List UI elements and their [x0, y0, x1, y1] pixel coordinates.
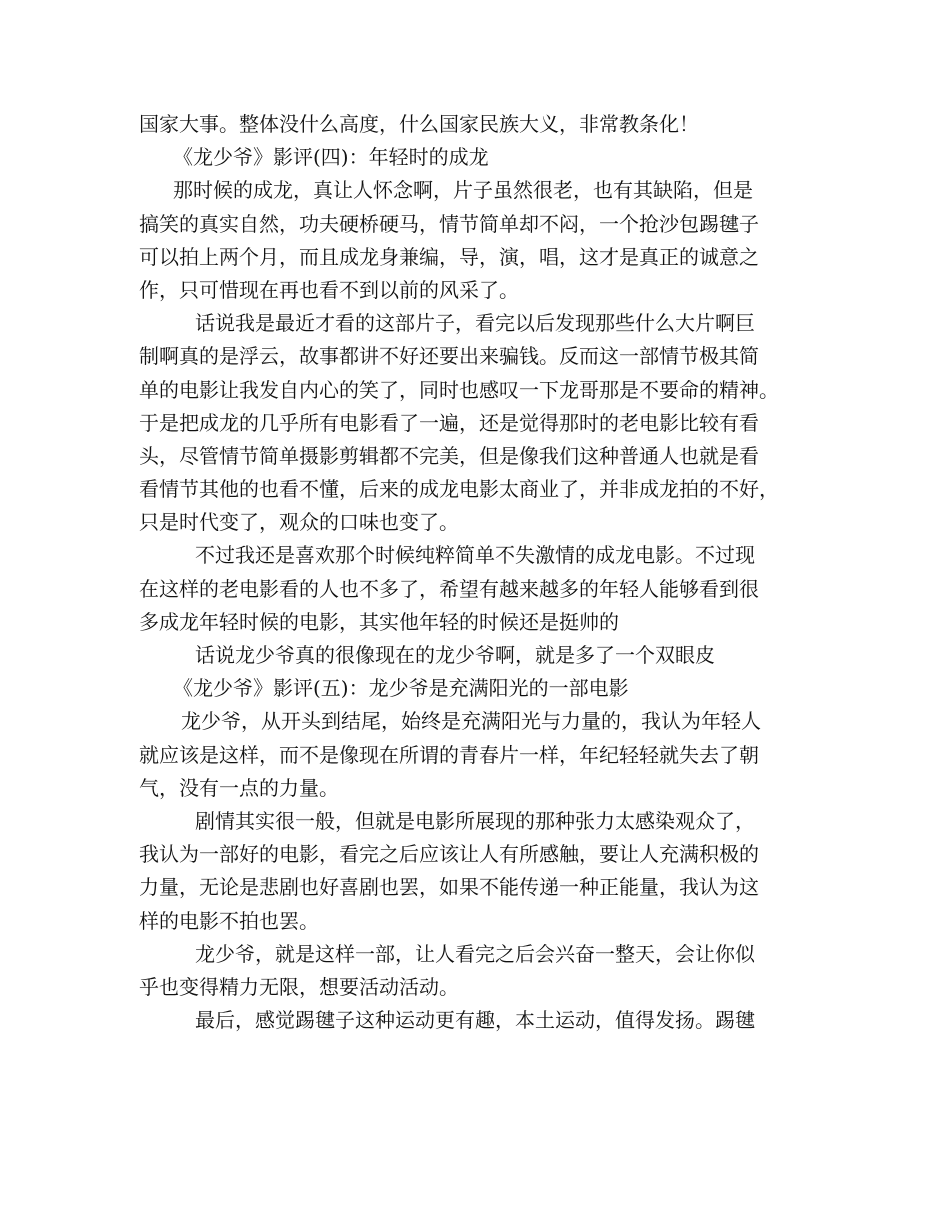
text-line: 看情节其他的也看不懂，后来的成龙电影太商业了，并非成龙拍的不好，	[139, 477, 779, 502]
text-line: 乎也变得精力无限，想要活动活动。	[139, 974, 459, 999]
text-line: 龙少爷，从开头到结尾，始终是充满阳光与力量的，我认为年轻人	[181, 709, 761, 734]
text-line: 力量，无论是悲剧也好喜剧也罢，如果不能传递一种正能量，我认为这	[139, 875, 759, 900]
text-line: 在这样的老电影看的人也不多了，希望有越来越多的年轻人能够看到很	[139, 576, 759, 601]
text-line: 龙少爷，就是这样一部，让人看完之后会兴奋一整天，会让你似	[195, 941, 755, 966]
text-line: 只是时代变了，观众的口味也变了。	[139, 510, 459, 535]
text-line: 多成龙年轻时候的电影，其实他年轻的时候还是挺帅的	[139, 609, 619, 634]
text-line: 作，只可惜现在再也看不到以前的风采了。	[139, 277, 519, 302]
text-line: 头，尽管情节简单摄影剪辑都不完美，但是像我们这种普通人也就是看	[139, 443, 759, 468]
text-line: 就应该是这样，而不是像现在所谓的青春片一样，年纪轻轻就失去了朝	[139, 742, 759, 767]
text-line: 国家大事。整体没什么高度，什么国家民族大义，非常教条化！	[139, 112, 699, 136]
text-line: 话说我是最近才看的这部片子，看完以后发现那些什么大片啊巨	[195, 311, 755, 336]
text-line: 可以拍上两个月，而且成龙身兼编，导，演，唱，这才是真正的诚意之	[139, 244, 759, 269]
review-heading-4: 《龙少爷》影评(四)：年轻时的成龙	[173, 145, 489, 170]
text-line: 剧情其实很一般，但就是电影所展现的那种张力太感染观众了，	[195, 808, 755, 833]
text-line: 搞笑的真实自然，功夫硬桥硬马，情节简单却不闷，一个抢沙包踢毽子	[139, 211, 759, 236]
text-line: 制啊真的是浮云，故事都讲不好还要出来骗钱。反而这一部情节极其简	[139, 344, 759, 369]
text-line: 最后，感觉踢毽子这种运动更有趣，本土运动，值得发扬。踢毽	[195, 1008, 755, 1033]
review-heading-5: 《龙少爷》影评(五)：龙少爷是充满阳光的一部电影	[173, 676, 629, 701]
document-body	[139, 108, 829, 1037]
text-line: 单的电影让我发自内心的笑了，同时也感叹一下龙哥那是不要命的精神。	[139, 377, 779, 402]
text-line: 我认为一部好的电影，看完之后应该让人有所感触，要让人充满积极的	[139, 842, 759, 867]
text-line: 样的电影不拍也罢。	[139, 908, 319, 933]
text-line: 话说龙少爷真的很像现在的龙少爷啊，就是多了一个双眼皮	[195, 643, 715, 667]
text-line: 不过我还是喜欢那个时候纯粹简单不失激情的成龙电影。不过现	[195, 543, 755, 568]
text-line: 于是把成龙的几乎所有电影看了一遍，还是觉得那时的老电影比较有看	[139, 410, 759, 435]
text-line: 气，没有一点的力量。	[139, 775, 339, 800]
text-line: 那时候的成龙，真让人怀念啊，片子虽然很老，也有其缺陷，但是	[173, 178, 753, 203]
